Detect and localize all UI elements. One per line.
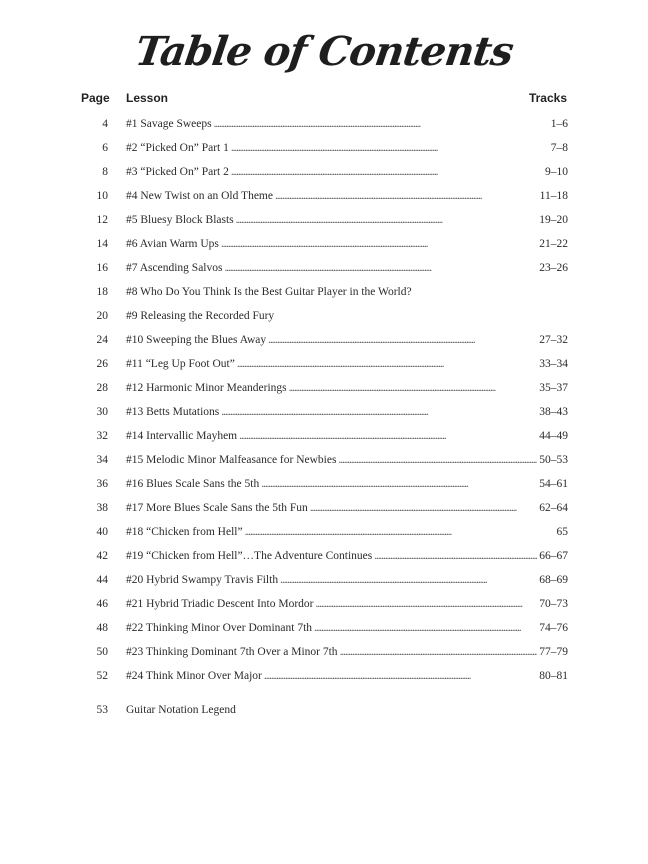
toc-tracks: 74–76 (539, 622, 568, 634)
toc-entry (126, 210, 568, 230)
toc-tracks: 1–6 (550, 118, 568, 130)
toc-lesson-title: #17 More Blues Scale Sans the 5th Fun (126, 502, 308, 514)
toc-tracks: 9–10 (545, 166, 568, 178)
toc-page-number: 26 (96, 358, 108, 370)
dot-leader (280, 570, 537, 590)
header-tracks: Tracks (528, 91, 567, 105)
toc-lesson-title: #13 Betts Mutations (126, 406, 220, 418)
toc-tracks: 11–18 (539, 190, 568, 202)
dot-leader (264, 666, 537, 686)
dot-leader (314, 618, 537, 638)
dot-leader (245, 522, 555, 542)
toc-entry (126, 666, 568, 686)
toc-page-number: 12 (96, 214, 108, 226)
toc-tracks: 70–73 (539, 598, 568, 610)
toc-page-number: 52 (96, 670, 108, 682)
toc-lesson-title: #4 New Twist on an Old Theme (126, 190, 273, 202)
toc-page-number: 50 (96, 646, 108, 658)
toc-lesson-title: #20 Hybrid Swampy Travis Filth (126, 574, 279, 586)
toc-row (0, 306, 648, 330)
toc-page-number: 42 (96, 550, 108, 562)
toc-entry (126, 258, 568, 278)
toc-tracks: 44–49 (539, 430, 568, 442)
toc-page-number: 36 (96, 478, 108, 490)
toc-lesson-title: #19 “Chicken from Hell”…The Adventure Continues (126, 550, 373, 562)
toc-entry (126, 618, 568, 638)
dot-leader (268, 330, 537, 350)
toc-entry (126, 498, 568, 518)
toc-entry (126, 402, 568, 422)
toc-page-number: 4 (102, 118, 108, 130)
toc-lesson-title: #11 “Leg Up Foot Out” (126, 358, 235, 370)
toc-page-number: 48 (96, 622, 108, 634)
toc-row (0, 498, 648, 522)
toc-tracks: 50–53 (539, 454, 568, 466)
toc-entry (126, 426, 568, 446)
toc-lesson-title: #6 Avian Warm Ups (126, 238, 219, 250)
dot-leader (231, 162, 543, 182)
toc-page-number: 44 (96, 574, 108, 586)
toc-tracks: 54–61 (539, 478, 568, 490)
toc-entry (126, 282, 568, 302)
toc-lesson-title: #24 Think Minor Over Major (126, 670, 262, 682)
toc-page-number: 46 (96, 598, 108, 610)
toc-lesson-title: #5 Bluesy Block Blasts (126, 214, 234, 226)
toc-entry (126, 330, 568, 350)
dot-leader (340, 642, 538, 662)
toc-page-number: 8 (102, 166, 108, 178)
dot-leader (239, 426, 537, 446)
toc-page-number: 38 (96, 502, 108, 514)
toc-page-number: 10 (96, 190, 108, 202)
toc-tracks: 27–32 (539, 334, 568, 346)
dot-leader (289, 378, 538, 398)
toc-lesson-title: #1 Savage Sweeps (126, 118, 212, 130)
toc-entry (126, 306, 568, 326)
toc-lesson-title: #21 Hybrid Triadic Descent Into Mordor (126, 598, 314, 610)
toc-row (0, 354, 648, 378)
toc-entry (126, 378, 568, 398)
toc-tracks: 80–81 (539, 670, 568, 682)
toc-list (0, 114, 648, 690)
toc-lesson-title: #22 Thinking Minor Over Dominant 7th (126, 622, 313, 634)
toc-tracks: 7–8 (550, 142, 568, 154)
toc-row (0, 258, 648, 282)
toc-lesson-title: #23 Thinking Dominant 7th Over a Minor 7th (126, 646, 338, 658)
toc-row (0, 138, 648, 162)
toc-page-number: 6 (102, 142, 108, 154)
toc-lesson-title: #2 “Picked On” Part 1 (126, 142, 229, 154)
toc-tracks: 77–79 (539, 646, 568, 658)
dot-leader (316, 594, 538, 614)
toc-lesson-title: #10 Sweeping the Blues Away (126, 334, 267, 346)
toc-tracks: 38–43 (539, 406, 568, 418)
toc-row (0, 282, 648, 306)
toc-tracks: 19–20 (539, 214, 568, 226)
page-title: Table of Contents (132, 28, 516, 75)
dot-leader (231, 138, 549, 158)
toc-lesson-title: #14 Intervallic Mayhem (126, 430, 238, 442)
toc-entry (126, 186, 568, 206)
legend-page-number: 53 (96, 704, 108, 716)
toc-row (0, 546, 648, 570)
toc-lesson-title: #8 Who Do You Think Is the Best Guitar Player in the World? (126, 286, 412, 298)
toc-row (0, 234, 648, 258)
toc-tracks: 35–37 (539, 382, 568, 394)
dot-leader (261, 474, 537, 494)
toc-row (0, 522, 648, 546)
toc-entry (126, 570, 568, 590)
dot-leader (275, 186, 538, 206)
toc-row (0, 642, 648, 666)
toc-page-number: 28 (96, 382, 108, 394)
toc-lesson-title: #18 “Chicken from Hell” (126, 526, 243, 538)
legend-title: Guitar Notation Legend (126, 704, 236, 716)
toc-tracks: 66–67 (539, 550, 568, 562)
toc-row (0, 330, 648, 354)
toc-lesson-title: #12 Harmonic Minor Meanderings (126, 382, 287, 394)
toc-lesson-title: #3 “Picked On” Part 2 (126, 166, 229, 178)
toc-entry (126, 642, 568, 662)
dot-leader (237, 354, 537, 374)
toc-entry (126, 522, 568, 542)
toc-entry (126, 114, 568, 134)
toc-tracks: 21–22 (539, 238, 568, 250)
toc-lesson-title: #9 Releasing the Recorded Fury (126, 310, 275, 322)
toc-tracks: 23–26 (539, 262, 568, 274)
toc-lesson-title: #7 Ascending Salvos (126, 262, 223, 274)
toc-tracks: 65 (556, 526, 568, 538)
toc-lesson-title: #15 Melodic Minor Malfeasance for Newbies (126, 454, 337, 466)
toc-page-number: 30 (96, 406, 108, 418)
toc-entry (126, 474, 568, 494)
toc-page-number: 32 (96, 430, 108, 442)
dot-leader (374, 546, 537, 566)
toc-row (0, 210, 648, 234)
dot-leader (214, 114, 549, 134)
toc-page-number: 20 (96, 310, 108, 322)
toc-tracks: 68–69 (539, 574, 568, 586)
toc-tracks: 33–34 (539, 358, 568, 370)
dot-leader (236, 210, 538, 230)
header-page: Page (81, 91, 110, 105)
toc-tracks: 62–64 (539, 502, 568, 514)
toc-row (0, 114, 648, 138)
toc-row (0, 474, 648, 498)
toc-legend-row (0, 700, 648, 720)
toc-entry (126, 138, 568, 158)
dot-leader (224, 258, 537, 278)
toc-entry (126, 234, 568, 254)
toc-entry (126, 594, 568, 614)
toc-row (0, 450, 648, 474)
toc-row (0, 402, 648, 426)
toc-row (0, 378, 648, 402)
dot-leader (221, 402, 537, 422)
dot-leader (338, 450, 537, 470)
toc-row (0, 594, 648, 618)
toc-page-number: 14 (96, 238, 108, 250)
toc-page-number: 24 (96, 334, 108, 346)
toc-entry (126, 162, 568, 182)
toc-row (0, 570, 648, 594)
toc-page-number: 16 (96, 262, 108, 274)
column-headers (0, 91, 648, 107)
toc-row (0, 162, 648, 186)
toc-row (0, 618, 648, 642)
toc-row (0, 426, 648, 450)
toc-row (0, 666, 648, 690)
toc-entry (126, 450, 568, 470)
toc-page-number: 18 (96, 286, 108, 298)
dot-leader (221, 234, 537, 254)
toc-page-number: 40 (96, 526, 108, 538)
toc-lesson-title: #16 Blues Scale Sans the 5th (126, 478, 260, 490)
header-lesson: Lesson (126, 91, 169, 105)
toc-entry (126, 546, 568, 566)
toc-page-number: 34 (96, 454, 108, 466)
toc-entry (126, 354, 568, 374)
dot-leader (310, 498, 538, 518)
toc-row (0, 186, 648, 210)
